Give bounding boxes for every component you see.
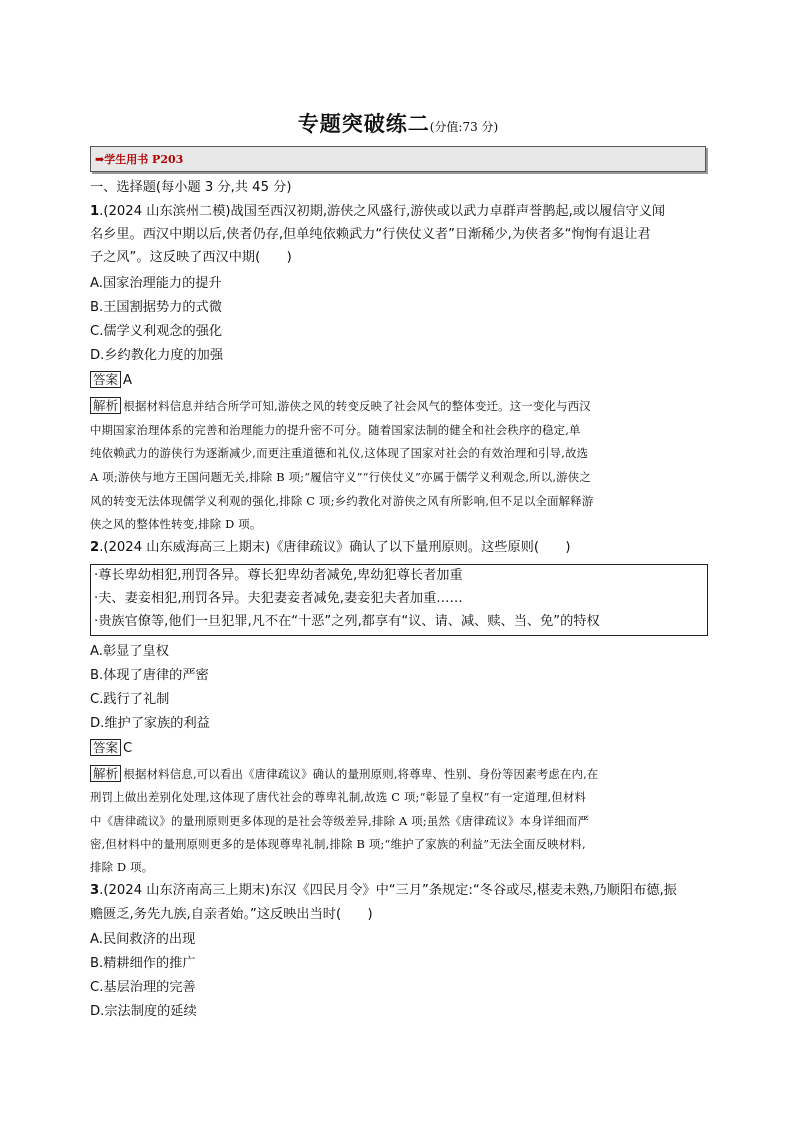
q1-stem-line: 子之风”。这反映了西汉中期( ) xyxy=(90,250,292,265)
q1-option-d[interactable]: D.乡约教化力度的加强 xyxy=(90,348,224,363)
title-row xyxy=(90,108,706,138)
q1-answer-value: A xyxy=(123,373,133,388)
q1-answer xyxy=(90,371,132,391)
q3-option-c[interactable]: C.基层治理的完善 xyxy=(90,980,196,995)
q2-analysis-line: 中《唐律疏议》的量刑原则更多体现的是社会等级差异,排除 A 项;虽然《唐律疏议》本身详细而严 xyxy=(90,814,590,828)
q1-analysis-line: 解析 根据材料信息并结合所学可知,游侠之风的转变反映了社会风气的整体变迁。这一变化与西汉 xyxy=(90,396,591,416)
student-book-reference-bar xyxy=(90,146,706,172)
student-book-reference[interactable]: ➡学生用书 P203 xyxy=(95,153,184,166)
analysis-tag: 解析 xyxy=(90,397,121,414)
q2-analysis-line: 密,但材料中的量刑原则更多的是体现尊卑礼制,排除 B 项;“维护了家族的利益”无法全面反映材料, xyxy=(90,837,586,851)
q1-analysis-line: 侠之风的整体性转变,排除 D 项。 xyxy=(90,517,262,531)
q2-analysis-line: 排除 D 项。 xyxy=(90,860,154,874)
q3-option-d[interactable]: D.宗法制度的延续 xyxy=(90,1004,197,1019)
answer-tag: 答案 xyxy=(90,739,121,756)
q2-option-a[interactable]: A.彰显了皇权 xyxy=(90,644,169,659)
answer-tag: 答案 xyxy=(90,371,121,388)
q2-option-d[interactable]: D.维护了家族的利益 xyxy=(90,716,210,731)
q2-analysis-line: 解析 根据材料信息,可以看出《唐律疏议》确认的量刑原则,将尊卑、性别、身份等因素考虑在内,在 xyxy=(90,764,599,784)
q1-number: 1 xyxy=(90,204,100,219)
q2-stem-line: 2.(2024 山东威海高三上期末)《唐律疏议》确认了以下量刑原则。这些原则( ) xyxy=(90,540,571,555)
q1-analysis-line: A 项;游侠与地方王国问题无关,排除 B 项;“履信守义”“行侠仗义”亦属于儒学义利观念,所以,游侠之 xyxy=(90,470,591,484)
q2-number: 2 xyxy=(90,540,100,555)
q1-stem-line: 名乡里。西汉中期以后,侠者仍存,但单纯依赖武力“行侠仗义者”日渐稀少,为侠者多“恂恂有退让君 xyxy=(90,227,651,242)
analysis-tag: 解析 xyxy=(90,765,121,782)
q1-analysis-line: 纯依赖武力的游侠行为逐渐减少,而更注重道德和礼仪,这体现了国家对社会的有效治理和引导,故选 xyxy=(90,446,589,460)
q2-material-line: ·贵族官僚等,他们一旦犯罪,凡不在“十恶”之列,都享有“议、请、减、赎、当、免”的特权 xyxy=(94,614,600,629)
q1-analysis-line: 中期国家治理体系的完善和治理能力的提升密不可分。随着国家法制的健全和社会秩序的稳定,单 xyxy=(90,423,581,437)
q2-answer-value: C xyxy=(123,741,133,756)
q2-option-c[interactable]: C.践行了礼制 xyxy=(90,692,170,707)
q3-option-a[interactable]: A.民间救济的出现 xyxy=(90,932,196,947)
q3-stem-line: 赡匮乏,务先九族,自亲者始。”这反映出当时( ) xyxy=(90,907,373,922)
q2-answer xyxy=(90,739,132,759)
q2-material-line: ·夫、妻妾相犯,刑罚各异。夫犯妻妾者减免,妻妾犯夫者加重…… xyxy=(94,591,463,606)
q1-option-c[interactable]: C.儒学义利观念的强化 xyxy=(90,324,223,339)
q1-stem-line: 1.(2024 山东滨州二模)战国至西汉初期,游侠之风盛行,游侠或以武力卓群声誉鹊起,或以履信守义闻 xyxy=(90,204,666,219)
section-heading: 一、选择题(每小题 3 分,共 45 分) xyxy=(90,180,292,195)
q2-analysis-line: 刑罚上做出差别化处理,这体现了唐代社会的尊卑礼制,故选 C 项;“彰显了皇权”有一定道理,但材料 xyxy=(90,790,587,804)
q3-option-b[interactable]: B.精耕细作的推广 xyxy=(90,956,196,971)
page-title: 专题突破练二 xyxy=(297,112,430,136)
q3-stem-line: 3.(2024 山东济南高三上期末)东汉《四民月令》中“三月”条规定:“冬谷或尽,椹麦未熟,乃顺阳布德,振 xyxy=(90,883,677,898)
q2-option-b[interactable]: B.体现了唐律的严密 xyxy=(90,668,209,683)
q3-number: 3 xyxy=(90,883,100,898)
q1-option-b[interactable]: B.王国割据势力的式微 xyxy=(90,300,222,315)
q1-analysis-line: 风的转变无法体现儒学义利观的强化,排除 C 项;乡约教化对游侠之风有所影响,但不足以全面解释游 xyxy=(90,494,594,508)
score-note: (分值:73 分) xyxy=(429,120,499,134)
q2-material-line: ·尊长卑幼相犯,刑罚各异。尊长犯卑幼者减免,卑幼犯尊长者加重 xyxy=(94,568,463,583)
q1-option-a[interactable]: A.国家治理能力的提升 xyxy=(90,276,222,291)
